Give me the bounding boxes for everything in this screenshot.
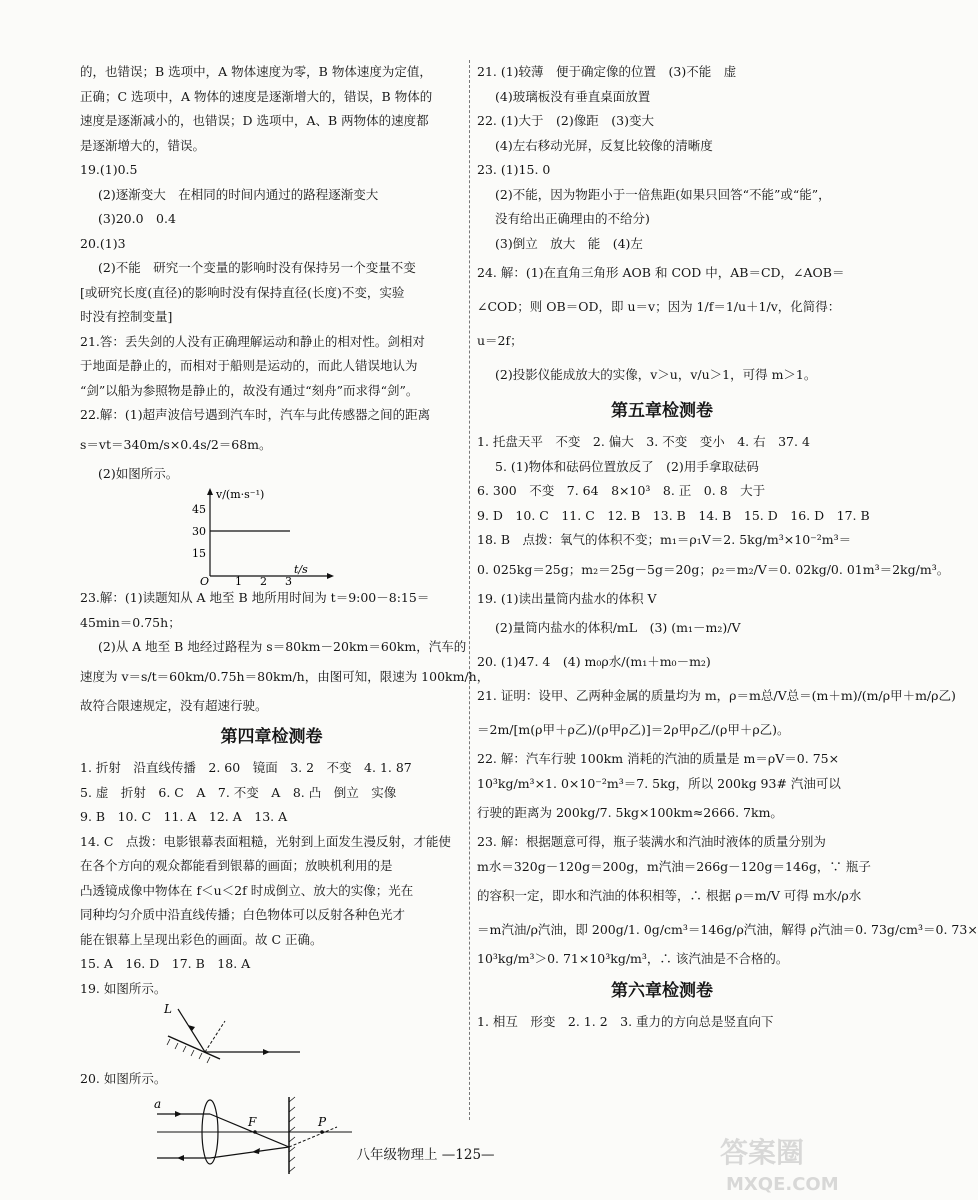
answer-line: (4)左右移动光屏，反复比较像的清晰度 bbox=[495, 137, 713, 153]
ch5-line: 21. 证明：设甲、乙两种金属的质量均为 m，ρ＝m总/V总＝(m＋m)/(m/ρ甲＋m/ρ乙) bbox=[477, 688, 956, 703]
answer-line: (2)投影仪能成放大的实像，v＞u，v/u＞1，可得 m＞1。 bbox=[495, 367, 817, 382]
ch4-line: 凸透镜成像中物体在 f＜u＜2f 时成倒立、放大的实像；光在 bbox=[80, 882, 414, 898]
ch5-line: 10³kg/m³×1. 0×10⁻²m³＝7. 5kg，所以 200kg 93# 汽油可以 bbox=[477, 775, 841, 791]
x-axis-label: t/s bbox=[294, 563, 308, 576]
ch5-line: 23. 解：根据题意可得，瓶子装满水和汽油时液体的质量分别为 bbox=[477, 834, 826, 849]
answer-line: (4)玻璃板没有垂直桌面放置 bbox=[495, 88, 651, 104]
ch5-line: ＝2m/[m(ρ甲＋ρ乙)/(ρ甲ρ乙)]＝2ρ甲ρ乙/(ρ甲＋ρ乙)。 bbox=[477, 722, 790, 737]
focus-label: F bbox=[248, 1114, 257, 1129]
ch4-line: 1. 折射 沿直线传播 2. 60 镜面 3. 2 不变 4. 1. 87 bbox=[80, 760, 412, 775]
answer-line: u＝2f； bbox=[477, 333, 523, 348]
page-footer: 八年级物理上 —125— bbox=[356, 1147, 495, 1163]
reflection-diagram bbox=[150, 1001, 350, 1067]
ch5-line: ＝m汽油/ρ汽油，即 200g/1. 0g/cm³＝146g/ρ汽油，解得 ρ汽油＝0. 73g/cm³＝0. 73× bbox=[477, 922, 978, 937]
ch5-line: 0. 025kg＝25g；m₂＝25g－5g＝20g；ρ₂＝m₂/V＝0. 02kg/0. 01m³＝2kg/m³。 bbox=[477, 561, 950, 577]
y-tick-label: 30 bbox=[192, 525, 206, 538]
x-tick-label: 1 bbox=[235, 575, 242, 588]
ch6-line: 1. 相互 形变 2. 1. 2 3. 重力的方向总是竖直向下 bbox=[477, 1013, 774, 1029]
ch4-line: 9. B 10. C 11. A 12. A 13. A bbox=[80, 809, 288, 824]
ch5-line: 5. (1)物体和砝码位置放反了 (2)用手拿取砝码 bbox=[495, 458, 759, 474]
q21-line: 于地面是静止的，而相对于船则是运动的，而此人错误地认为 bbox=[80, 358, 418, 373]
ch4-line: 同种均匀介质中沿直线传播；白色物体可以反射各种色光才 bbox=[80, 907, 406, 922]
q23-line: 23.解：(1)读题知从 A 地至 B 地所用时间为 t＝9:00－8:15＝ bbox=[80, 590, 430, 605]
ch5-line: m水＝320g－120g＝200g，m汽油＝266g－120g＝146g，∵ 瓶子 bbox=[477, 858, 871, 874]
q22-line: (2)如图所示。 bbox=[98, 465, 179, 481]
q20-line: 时没有控制变量] bbox=[80, 309, 173, 324]
answer-line: 24. 解：(1)在直角三角形 AOB 和 COD 中，AB＝CD，∠AOB＝ bbox=[477, 265, 845, 280]
ch4-line: 在各个方向的观众都能看到银幕的画面；放映机利用的是 bbox=[80, 858, 393, 873]
q20-line: (2)不能 研究一个变量的影响时没有保持另一个变量不变 bbox=[98, 260, 416, 275]
point-label: P bbox=[318, 1114, 327, 1129]
column-divider bbox=[469, 60, 470, 1120]
x-tick-label: 3 bbox=[285, 575, 292, 588]
q21-line: “剑”以船为参照物是静止的，故没有通过“刻舟”而求得“剑”。 bbox=[80, 382, 419, 398]
ch4-line: 15. A 16. D 17. B 18. A bbox=[80, 956, 251, 971]
q21-line: 21.答：丢失剑的人没有正确理解运动和静止的相对性。剑相对 bbox=[80, 333, 425, 349]
q23-line: 速度为 v＝s/t＝60km/0.75h＝80km/h，由图可知，限速为 100km/h， bbox=[80, 668, 490, 684]
ray-label: L bbox=[164, 1002, 172, 1016]
y-tick-label: 45 bbox=[192, 503, 206, 516]
ch4-line: 能在银幕上呈现出彩色的画面。故 C 正确。 bbox=[80, 931, 323, 947]
left-column bbox=[80, 60, 490, 1177]
origin-label: O bbox=[200, 575, 210, 588]
y-axis-label: v/(m·s⁻¹) bbox=[216, 488, 265, 501]
answer-line: ∠COD；则 OB＝OD，即 u＝v；因为 1/f＝1/u＋1/v，化简得： bbox=[477, 299, 841, 314]
q20-line: [或研究长度(直径)的影响时没有保持直径(长度)不变，实验 bbox=[80, 284, 405, 300]
y-tick-label: 15 bbox=[192, 547, 206, 560]
q22-line: s＝vt＝340m/s×0.4s/2＝68m。 bbox=[80, 436, 272, 452]
answer-line: 21. (1)较薄 便于确定像的位置 (3)不能 虚 bbox=[477, 64, 737, 79]
answer-line: 正确；C 选项中，A 物体的速度是逐渐增大的，错误，B 物体的 bbox=[80, 88, 433, 104]
x-tick-label: 2 bbox=[260, 575, 267, 588]
q23-line: 故符合限速规定，没有超速行驶。 bbox=[80, 697, 268, 713]
ch5-line: 10³kg/m³＞0. 71×10³kg/m³，∴ 该汽油是不合格的。 bbox=[477, 951, 789, 966]
q20-line: 20.(1)3 bbox=[80, 235, 126, 251]
ch5-line: 的容积一定，即水和汽油的体积相等，∴ 根据 ρ＝m/V 可得 m水/ρ水 bbox=[477, 888, 862, 903]
ch5-line: 20. (1)47. 4 (4) m₀ρ水/(m₁＋m₀－m₂) bbox=[477, 654, 711, 669]
q19-line: 19.(1)0.5 bbox=[80, 162, 138, 177]
right-column bbox=[477, 60, 978, 1034]
ch5-line: 行驶的距离为 200kg/7. 5kg×100km≈2666. 7km。 bbox=[477, 805, 783, 820]
svg-text:答案圈: 答案圈 bbox=[720, 1136, 805, 1169]
answer-line: 没有给出正确理由的不给分) bbox=[495, 211, 650, 226]
ch5-line: 18. B 点拨：氧气的体积不变；m₁＝ρ₁V＝2. 5kg/m³×10⁻²m³＝ bbox=[477, 532, 852, 547]
ch5-line: 1. 托盘天平 不变 2. 偏大 3. 不变 变小 4. 右 37. 4 bbox=[477, 434, 810, 449]
watermark-logo bbox=[712, 1128, 852, 1198]
answer-line: (3)倒立 放大 能 (4)左 bbox=[495, 235, 643, 251]
answer-line: 速度是逐渐减小的，也错误；D 选项中，A、B 两物体的速度都 bbox=[80, 113, 429, 128]
answer-line: 的，也错误；B 选项中，A 物体速度为零，B 物体速度为定值， bbox=[80, 64, 432, 79]
chapter4-title: 第四章检测卷 bbox=[220, 727, 323, 747]
ch5-line: 19. (1)读出量筒内盐水的体积 V bbox=[477, 590, 657, 606]
ch4-line: 19. 如图所示。 bbox=[80, 980, 167, 996]
q19-line: (2)逐渐变大 在相同的时间内通过的路程逐渐变大 bbox=[98, 186, 379, 202]
answer-line: 是逐渐增大的，错误。 bbox=[80, 137, 206, 153]
ch4-line: 20. 如图所示。 bbox=[80, 1071, 167, 1086]
ch4-line: 14. C 点拨：电影银幕表面粗糙，光射到上面发生漫反射，才能使 bbox=[80, 833, 451, 849]
chapter6-title: 第六章检测卷 bbox=[611, 980, 713, 1001]
answer-line: 23. (1)15. 0 bbox=[477, 162, 551, 177]
ch5-line: 9. D 10. C 11. C 12. B 13. B 14. B 15. D 16. D 17. B bbox=[477, 507, 870, 523]
ch5-line: 22. 解：汽车行驶 100km 消耗的汽油的质量是 m＝ρV＝0. 75× bbox=[477, 751, 840, 766]
q22-line: 22.解：(1)超声波信号遇到汽车时，汽车与此传感器之间的距离 bbox=[80, 407, 431, 422]
ch5-line: (2)量筒内盐水的体积/mL (3) (m₁－m₂)/V bbox=[495, 620, 741, 635]
velocity-time-graph bbox=[180, 486, 340, 586]
ray-label: a bbox=[154, 1096, 162, 1111]
ch5-line: 6. 300 不变 7. 64 8×10³ 8. 正 0. 8 大于 bbox=[477, 483, 766, 498]
lens-diagram bbox=[152, 1092, 372, 1177]
ch4-line: 5. 虚 折射 6. C A 7. 不变 A 8. 凸 倒立 实像 bbox=[80, 784, 397, 800]
answer-line: (2)不能，因为物距小于一倍焦距(如果只回答“不能”或“能”， bbox=[495, 186, 831, 202]
q23-line: 45min＝0.75h； bbox=[80, 614, 181, 630]
svg-text:MXQE.COM: MXQE.COM bbox=[726, 1174, 839, 1195]
q23-line: (2)从 A 地至 B 地经过路程为 s＝80km－20km＝60km，汽车的 bbox=[98, 639, 467, 654]
answer-line: 22. (1)大于 (2)像距 (3)变大 bbox=[477, 113, 654, 128]
q19-line: (3)20.0 0.4 bbox=[98, 211, 176, 226]
chapter5-title: 第五章检测卷 bbox=[611, 401, 713, 421]
